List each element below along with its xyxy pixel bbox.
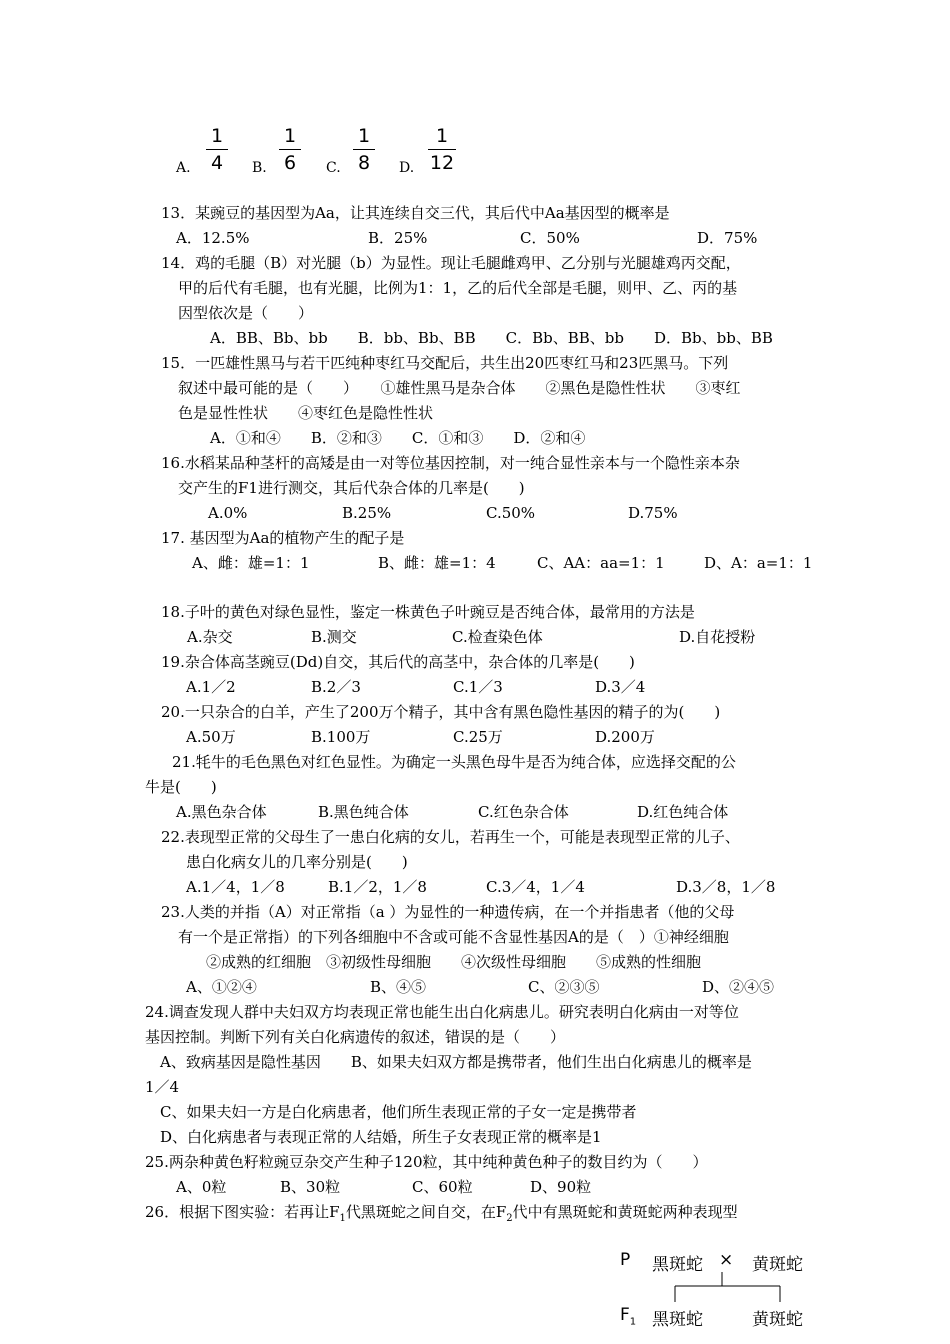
option-b: B.黑色纯合体 — [318, 803, 409, 821]
option-d: D.3／4 — [595, 678, 646, 696]
option-a: A.50万 — [186, 728, 236, 746]
option-c: C.红色杂合体 — [478, 803, 569, 821]
option-b: B．25% — [368, 229, 428, 247]
option-b: B.25% — [342, 504, 392, 522]
generation-f1-label — [620, 1305, 636, 1327]
option-d: D、白化病患者与表现正常的人结婚，所生子女表现正常的概率是1 — [160, 1128, 602, 1146]
option-label: D. — [399, 160, 415, 176]
option-c: C.检查染色体 — [452, 628, 543, 646]
option-d: D.自花授粉 — [679, 628, 756, 646]
option-d: D.3／8，1／8 — [676, 878, 776, 896]
question-stem: 14．鸡的毛腿（B）对光腿（b）为显性。现让毛腿雌鸡甲、乙分别与光腿雄鸡丙交配， — [161, 254, 741, 272]
denominator: 4 — [210, 152, 224, 174]
numerator: 1 — [435, 125, 449, 147]
option-b: B.1／2，1／8 — [328, 878, 427, 896]
option-a: A.1／2 — [186, 678, 236, 696]
stem-text: 代中有黑斑蛇和黄斑蛇两种表现型 — [512, 1203, 738, 1221]
question-stem-cont: 患白化病女儿的几率分别是( ) — [186, 853, 408, 871]
option-d: D.200万 — [595, 728, 655, 746]
option-b: B.2／3 — [311, 678, 361, 696]
question-stem-cont: 基因控制。判断下列有关白化病遗传的叙述，错误的是（ ） — [145, 1028, 566, 1046]
question-stem-cont: 交产生的F1进行测交，其后代杂合体的几率是( ) — [178, 479, 525, 497]
option-c: C.50% — [486, 504, 536, 522]
question-stem-cont: 色是显性性状 ④枣红色是隐性性状 — [178, 404, 434, 422]
cross-symbol: × — [719, 1250, 734, 1270]
option-d: D、②④⑤ — [702, 978, 775, 996]
option-a: A、雌：雄=1：1 — [192, 554, 310, 572]
question-stem-cont: 因型依次是（ ） — [178, 304, 314, 322]
option-b: B.测交 — [311, 628, 357, 646]
subscript: 1 — [629, 1316, 637, 1328]
denominator: 6 — [283, 152, 297, 174]
question-stem: 17. 基因型为Aa的植物产生的配子是 — [161, 529, 405, 547]
numerator: 1 — [210, 125, 224, 147]
options-line: A．①和④ B．②和③ C．①和③ D．②和④ — [210, 429, 586, 447]
option-label: C. — [326, 160, 341, 176]
option-c: C、②③⑤ — [528, 978, 600, 996]
option-d: D.红色纯合体 — [637, 803, 729, 821]
option-b: B、雌：雄=1：4 — [378, 554, 496, 572]
option-b: B、④⑤ — [370, 978, 427, 996]
option-a: A、0粒 — [176, 1178, 227, 1196]
option-c: C.1／3 — [453, 678, 503, 696]
parent-left: 黑斑蛇 — [652, 1255, 703, 1275]
question-stem: 22.表现型正常的父母生了一患白化病的女儿，若再生一个，可能是表现型正常的儿子、 — [161, 828, 740, 846]
option-d: D、90粒 — [530, 1178, 592, 1196]
question-stem: 16.水稻某品种茎杆的高矮是由一对等位基因控制，对一纯合显性亲本与一个隐性亲本杂 — [161, 454, 740, 472]
option-b: B.100万 — [311, 728, 371, 746]
option-ab: A、致病基因是隐性基因 B、如果夫妇双方都是携带者，他们生出白化病患儿的概率是 — [160, 1053, 752, 1071]
generation-p-label: P — [620, 1250, 631, 1270]
option-label: A. — [176, 160, 191, 176]
question-stem-cont: 叙述中最可能的是（ ） ①雄性黑马是杂合体 ②黑色是隐性性状 ③枣红 — [178, 379, 741, 397]
numerator: 1 — [357, 125, 371, 147]
option-a: A.杂交 — [187, 628, 233, 646]
options-line: A．BB、Bb、bb B．bb、Bb、BB C．Bb、BB、bb D．Bb、bb、BB — [210, 329, 773, 347]
question-stem: 24.调查发现人群中夫妇双方均表现正常也能生出白化病患儿。研究表明白化病由一对等位 — [145, 1003, 739, 1021]
subscript: 2 — [506, 1213, 513, 1224]
question-stem: 15．一匹雄性黑马与若干匹纯种枣红马交配后，共生出20匹枣红马和23匹黑马。下列 — [161, 354, 729, 372]
question-stem: 13．某豌豆的基因型为Aa，让其连续自交三代，其后代中Aa基因型的概率是 — [161, 204, 670, 222]
parent-right: 黄斑蛇 — [752, 1255, 803, 1275]
stem-text: 代黑斑蛇之间自交，在F — [345, 1203, 507, 1221]
question-stem: 21.牦牛的毛色黑色对红色显性。为确定一头黑色母牛是否为纯合体，应选择交配的公 — [172, 753, 736, 771]
stem-text: 26．根据下图实验：若再让F — [145, 1203, 340, 1221]
question-stem-cont: 牛是( ) — [145, 778, 217, 796]
option-c: C.3／4，1／4 — [486, 878, 585, 896]
subscript: 1 — [339, 1213, 346, 1224]
question-stem-cont: 有一个是正常指）的下列各细胞中不含或可能不含显性基因A的是（ ）①神经细胞 — [178, 928, 729, 946]
denominator: 8 — [357, 152, 371, 174]
option-a: A.0% — [208, 504, 248, 522]
question-stem: 23.人类的并指（A）对正常指（a ）为显性的一种遗传病，在一个并指患者（他的父母 — [161, 903, 735, 921]
option-a: A．12.5% — [176, 229, 250, 247]
option-c: C.25万 — [453, 728, 503, 746]
question-stem-cont: 甲的后代有毛腿，也有光腿，比例为1：1，乙的后代全部是毛腿，则甲、乙、丙的基 — [178, 279, 738, 297]
option-d: D．75% — [697, 229, 758, 247]
option-c: C、如果夫妇一方是白化病患者，他们所生表现正常的子女一定是携带者 — [160, 1103, 637, 1121]
numerator: 1 — [283, 125, 297, 147]
offspring-right: 黄斑蛇 — [752, 1310, 803, 1330]
denominator: 12 — [429, 152, 455, 174]
option-a: A.黑色杂合体 — [176, 803, 267, 821]
option-label: B. — [252, 160, 267, 176]
option-c: C、AA：aa=1：1 — [537, 554, 665, 572]
question-stem: 25.两杂种黄色籽粒豌豆杂交产生种子120粒，其中纯种黄色种子的数目约为（ ） — [145, 1153, 708, 1171]
option-a: A、①②④ — [186, 978, 257, 996]
f-letter: F — [620, 1305, 630, 1325]
option-d: D、A：a=1：1 — [704, 554, 813, 572]
option-b-cont: 1／4 — [145, 1078, 180, 1096]
offspring-left: 黑斑蛇 — [652, 1310, 703, 1330]
question-stem-cont: ②成熟的红细胞 ③初级性母细胞 ④次级性母细胞 ⑤成熟的性细胞 — [206, 953, 702, 971]
option-d: D.75% — [628, 504, 678, 522]
option-c: C、60粒 — [412, 1178, 473, 1196]
question-stem: 18.子叶的黄色对绿色显性，鉴定一株黄色子叶豌豆是否纯合体，最常用的方法是 — [161, 603, 695, 621]
question-stem: 20.一只杂合的白羊，产生了200万个精子，其中含有黑色隐性基因的精子的为( ) — [161, 703, 721, 721]
option-a: A.1／4，1／8 — [186, 878, 285, 896]
question-stem: 19.杂合体高茎豌豆(Dd)自交，其后代的高茎中，杂合体的几率是( ) — [161, 653, 635, 671]
option-b: B、30粒 — [280, 1178, 341, 1196]
option-c: C．50% — [520, 229, 580, 247]
